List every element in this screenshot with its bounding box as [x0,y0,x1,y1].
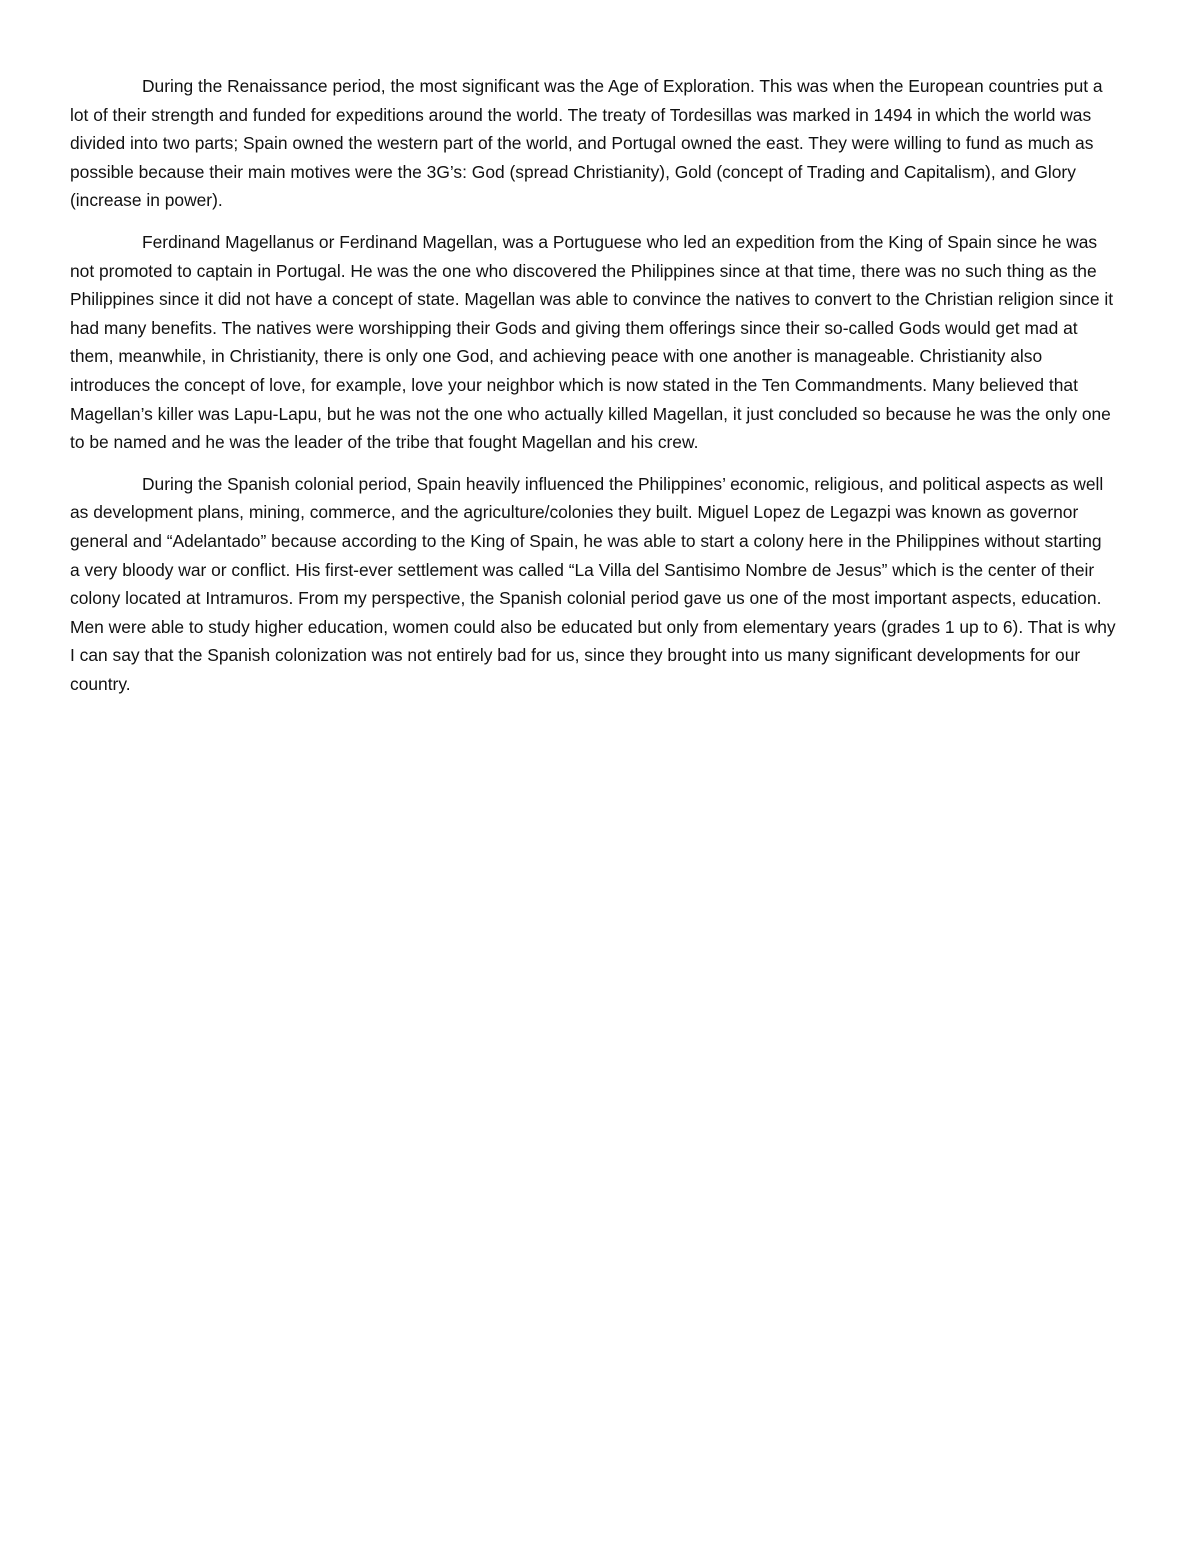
paragraph-spanish-colonial-period: During the Spanish colonial period, Spain heavily influenced the Philippines’ economic, religious, and political aspects as well as development plans, mining, commerce, and the agriculture/colonies they built. Miguel Lopez de Legazpi was known as governor general and “Adelantado” because according to the King of Spain, he was able to start a colony here in the Philippines without starting a very bloody war or conflict. His first-ever settlement was called “La Villa del Santisimo Nombre de Jesus” which is the center of their colony located at Intramuros. From my perspective, the Spanish colonial period gave us one of the most important aspects, education. Men were able to study higher education, women could also be educated but only from elementary years (grades 1 up to 6). That is why I can say that the Spanish colonization was not entirely bad for us, since they brought into us many significant developments for our country. [70,473,1116,694]
paragraph-age-of-exploration: During the Renaissance period, the most significant was the Age of Exploration. This was when the European countries put a lot of their strength and funded for expeditions around the world. The treaty of Tordesillas was marked in 1494 in which the world was divided into two parts; Spain owned the western part of the world, and Portugal owned the east. They were willing to fund as much as possible because their main motives were the 3G’s: God (spread Christianity), Gold (concept of Trading and Capitalism), and Glory (increase in power). [70,76,1103,211]
paragraph-magellan: Ferdinand Magellanus or Ferdinand Magellan, was a Portuguese who led an expedition from the King of Spain since he was not promoted to captain in Portugal. He was the one who discovered the Philippines since at that time, there was no such thing as the Philippines since it did not have a concept of state. Magellan was able to convince the natives to convert to the Christian religion since it had many benefits. The natives were worshipping their Gods and giving them offerings since their so-called Gods would get mad at them, meanwhile, in Christianity, there is only one God, and achieving peace with one another is manageable. Christianity also introduces the concept of love, for example, love your neighbor which is now stated in the Ten Commandments. Many believed that Magellan’s killer was Lapu-Lapu, but he was not the one who actually killed Magellan, it just concluded so because he was the only one to be named and he was the leader of the tribe that fought Magellan and his crew. [70,231,1114,453]
